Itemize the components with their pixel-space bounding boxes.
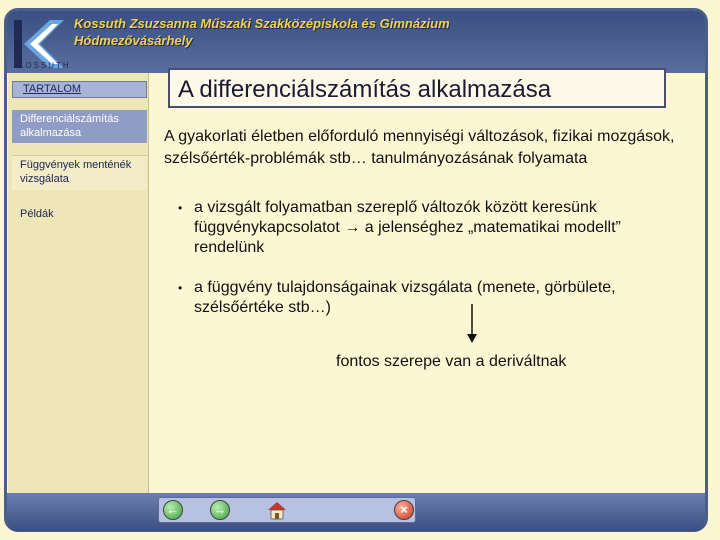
bullet-icon: • (178, 281, 183, 295)
close-icon[interactable]: × (394, 500, 414, 520)
page-title: A differenciálszámítás alkalmazása (168, 68, 666, 108)
sidebar-item-fuggvenyek[interactable]: Függvények menténék vizsgálata (12, 155, 147, 190)
sidebar-item-peldak[interactable]: Példák (20, 208, 54, 220)
school-name-line2: Hódmezővásárhely (74, 33, 193, 48)
toc-link[interactable]: TARTALOM (12, 81, 147, 98)
down-arrow-icon (465, 304, 479, 344)
intro-paragraph: A gyakorlati életben előforduló mennyiségi változások, fizikai mozgások, szélsőérték-problémák stb… tanulmányozásának folyamata (164, 128, 675, 167)
school-name (74, 15, 450, 49)
list-item-text: a függvény tulajdonságainak vizsgálata (menete, görbülete, szélsőértéke stb…) (194, 279, 616, 316)
list-item (178, 198, 688, 258)
sidebar-item-differencialszamitas[interactable]: Differenciálszámítás alkalmazása (12, 110, 147, 143)
conclusion-text: fontos szerepe van a deriváltnak (336, 353, 567, 370)
forward-arrow-icon[interactable]: → (210, 500, 230, 520)
bullet-icon: • (178, 201, 183, 215)
back-arrow-icon[interactable]: ← (163, 500, 183, 520)
home-icon[interactable] (266, 499, 288, 521)
logo-wordmark: KOSSUTH (18, 61, 71, 70)
school-name-line1: Kossuth Zsuzsanna Műszaki Szakközépiskola és Gimnázium (74, 16, 450, 31)
list-item (178, 278, 688, 318)
list-item-text: a vizsgált folyamatban szereplő változók között keresünk függvénykapcsolatot → a jelenséghez „matematikai modellt” rendelünk (194, 199, 621, 256)
